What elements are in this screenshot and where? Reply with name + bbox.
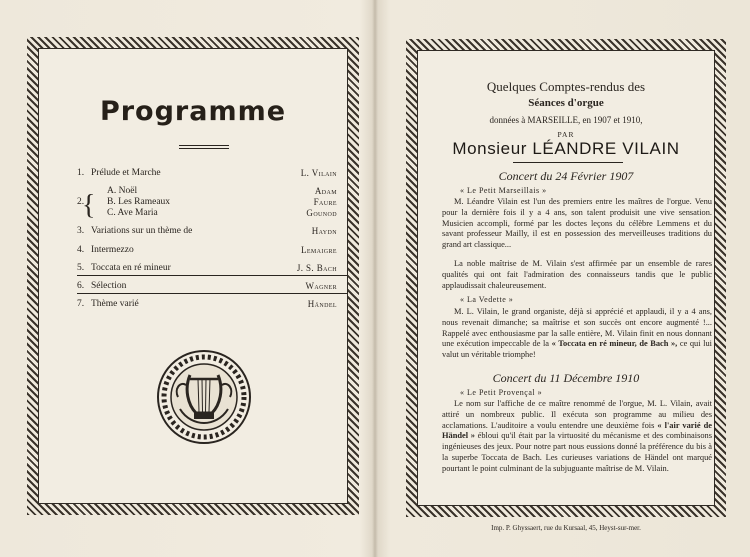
heading-rule: [513, 162, 623, 163]
newspaper-name: « La Vedette »: [460, 295, 514, 304]
review-highlight: « l'air varié de Händel »: [442, 420, 712, 441]
printer-imprint: Imp. P. Ghyssaert, rue du Kursaal, 45, Heyst-sur-mer.: [491, 524, 641, 532]
item-piece: B. Les Rameaux: [107, 197, 171, 207]
reviews-subheading: Séances d'orgue: [528, 97, 604, 109]
item-composer: Lemaigre: [300, 245, 337, 255]
item-composer: Gounod: [306, 208, 337, 218]
page-fold: [372, 0, 378, 557]
item-piece: C. Ave Maria: [107, 208, 158, 218]
reviews-heading: Quelques Comptes-rendus des: [486, 79, 646, 94]
newspaper-name: « Le Petit Marseillais »: [460, 186, 547, 195]
programme-item: [77, 207, 337, 219]
review-text: ce qui lui valut un véritable triomphe!: [442, 339, 712, 360]
item-number: 6.: [77, 281, 85, 291]
review-paragraph: [442, 307, 712, 361]
lyre-emblem-icon: [156, 349, 252, 445]
item-piece: Thème varié: [91, 299, 139, 309]
title-rule: [179, 145, 229, 149]
programme-item: [77, 262, 337, 274]
item-number: 2.: [77, 197, 85, 207]
programme-item: [77, 167, 337, 179]
item-composer: Haydn: [311, 226, 337, 236]
programme-item: [77, 225, 337, 237]
item-composer: Händel: [307, 299, 337, 309]
review-highlight: « Toccata en ré mineur, de Bach »,: [551, 339, 678, 349]
brace-glyph: {: [82, 190, 96, 221]
right-page-border: [406, 39, 726, 517]
concert-date-1: Concert du 24 Février 1907: [498, 169, 634, 183]
item-composer: L. Vilain: [300, 168, 337, 178]
programme-item: [77, 244, 337, 256]
item-composer: Wagner: [305, 281, 337, 291]
reviews-par: PAR: [557, 130, 575, 139]
review-paragraph: [442, 399, 712, 475]
programme-item: [77, 298, 337, 310]
item-piece: Sélection: [91, 281, 127, 291]
item-composer: Adam: [314, 186, 337, 196]
item-number: 3.: [77, 226, 85, 236]
item-composer: J. S. Bach: [296, 263, 337, 273]
item-piece: Toccata en ré mineur: [91, 263, 171, 273]
item-piece: A. Noël: [107, 186, 138, 196]
item-number: 7.: [77, 299, 85, 309]
item-number: 4.: [77, 245, 85, 255]
left-page: [38, 48, 348, 504]
item-piece: Prélude et Marche: [91, 168, 161, 178]
row-divider: [77, 293, 347, 294]
review-text: M. L. Vilain, le grand organiste, déjà si apprécié et applaudi, il y a 4 ans, nous revenait dimanche; sa maîtrise et son succès ont encore augmenté !... Rappelé avec enthousiasme par la salle entière, M. Vilain finit en nous donnant une exécution impeccable de la: [442, 307, 712, 349]
review-paragraph: M. Léandre Vilain est l'un des premiers entre les maîtres de l'orgue. Venu pour la dernière fois il y a 4 ans, son talent produisit une vive sensation. Musicien accompli, formé par les doctes leçons du célèbre Lemmens et du savant professeur Mailly, il est en possession des merveilleuses traditions du grand art classique...: [442, 197, 712, 250]
item-piece: Intermezzo: [91, 245, 134, 255]
performer-name: Monsieur LÉANDRE VILAIN: [452, 139, 680, 158]
reviews-location: données à MARSEILLE, en 1907 et 1910,: [489, 115, 643, 125]
right-page: [417, 50, 715, 506]
review-text: Le nom sur l'affiche de ce maître renommé de l'orgue, M. L. Vilain, avait attiré un nombreux public. Il exécuta son programme au milieu des acclamations. L'auditoire a voulu entendre une deuxième fois: [442, 399, 712, 430]
item-number: 5.: [77, 263, 85, 273]
item-piece: Variations sur un thème de: [91, 226, 193, 236]
review-text: ébloui qu'il était par la virtuosité du mécanisme et des combinaisons ingénieuses des jeux. Pour notre part nous eussions donné la préférence du bis à la superbe Toccata de Bach. Les curieuses variations de Händel ont marqué pourtant le point culminant de la subjuguante maîtrise de M. Vilain.: [442, 431, 712, 473]
item-composer: Faure: [313, 197, 337, 207]
programme-title: Programme: [99, 96, 287, 127]
newspaper-name: « Le Petit Provençal »: [460, 388, 543, 397]
concert-date-2: Concert du 11 Décembre 1910: [492, 371, 640, 385]
left-page-border: [27, 37, 359, 515]
row-divider: [77, 275, 347, 276]
item-number: 1.: [77, 168, 85, 178]
programme-item: [77, 280, 337, 292]
review-paragraph: La noble maîtrise de M. Vilain s'est affirmée par un ensemble de rares qualités qui ont fait l'admiration des connaisseurs tandis que le public applaudissait chaleureusement.: [442, 259, 712, 290]
